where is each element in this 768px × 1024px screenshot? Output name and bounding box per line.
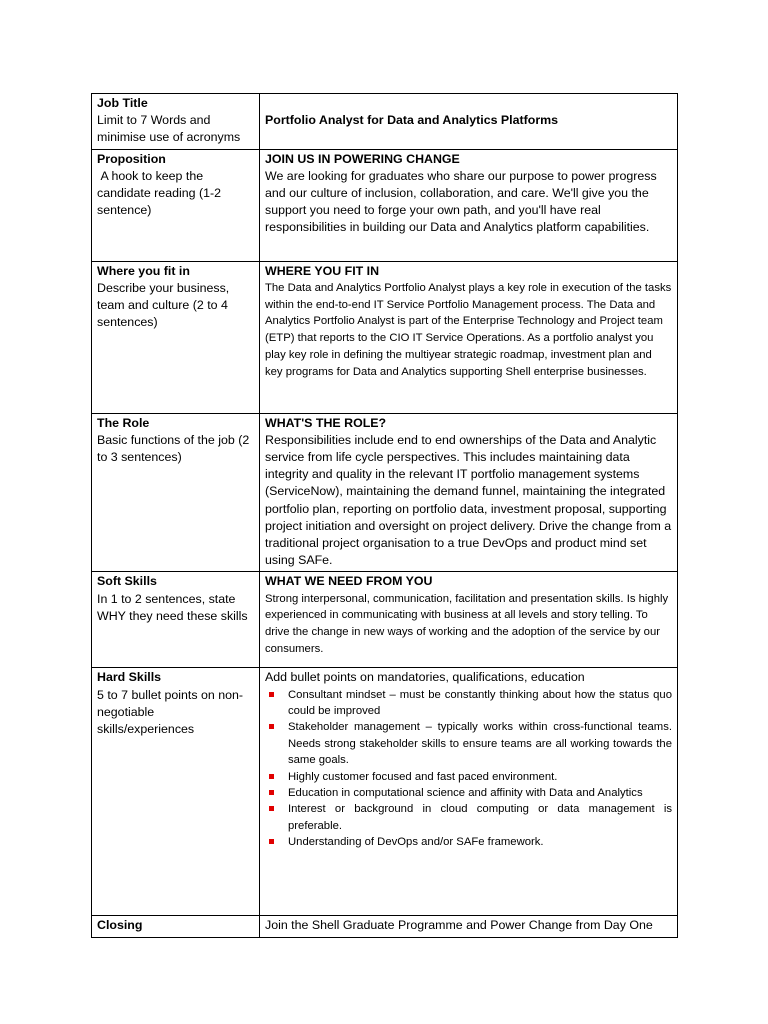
row-soft-skills <box>92 572 678 668</box>
row-the-role <box>92 413 678 572</box>
soft-skills-guide-cell <box>92 572 260 668</box>
hard-skill-text: Interest or background in cloud computing or data management is preferable. <box>288 803 672 832</box>
hard-skills-intro: Add bullet points on mandatories, qualifications, education <box>265 670 585 685</box>
row-where-you-fit <box>92 261 678 413</box>
proposition-content-cell <box>260 149 678 261</box>
bullet-square-icon <box>269 839 274 844</box>
hard-skill-text: Understanding of DevOps and/or SAFe framework. <box>288 836 544 849</box>
hard-skill-text: Highly customer focused and fast paced environment. <box>288 770 558 783</box>
proposition-heading: JOIN US IN POWERING CHANGE <box>265 151 460 166</box>
hard-skills-content-cell <box>260 668 678 916</box>
the-role-body: Responsibilities include end to end ownerships of the Data and Analytic service from life cycle perspectives. This includes maintaining data integrity and quality in the relevant IT portfolio management systems (ServiceNow), maintaining the demand funnel, maintaining the integrated portfolio plan, reporting on portfolio data, investment proposal, supporting project initiation and oversight on project delivery. Drive the change from a traditional project organisation to a true DevOps and product mind set using SAFe. <box>265 432 672 568</box>
closing-label: Closing <box>97 918 143 933</box>
hard-skills-guide-cell <box>92 668 260 916</box>
hard-skill-text: Consultant mindset – must be constantly thinking about how the status quo could be improved <box>288 688 672 718</box>
row-hard-skills <box>92 668 678 916</box>
bullet-square-icon <box>269 724 274 729</box>
job-title-label: Job Title <box>97 96 148 110</box>
hard-skills-description: 5 to 7 bullet points on non-negotiable skills/experiences <box>97 687 244 737</box>
row-job-title <box>92 94 678 150</box>
list-item <box>265 801 672 834</box>
hard-skill-text: Stakeholder management – typically works within cross-functional teams. Needs strong stakeholder skills to ensure teams are all working towards the same goals. <box>288 721 672 767</box>
soft-skills-body: Strong interpersonal, communication, facilitation and presentation skills. Is highly experienced in communicating with business at all levels and story telling. To drive the change in new ways of working and the adoption of the service by our consumers. <box>265 592 669 656</box>
the-role-description: Basic functions of the job (2 to 3 sentences) <box>97 432 250 465</box>
where-you-fit-description: Describe your business, team and culture (2 to 4 sentences) <box>97 280 230 330</box>
proposition-guide-cell <box>92 149 260 261</box>
the-role-content-cell <box>260 413 678 572</box>
proposition-description: A hook to keep the candidate reading (1-2 sentence) <box>97 168 225 218</box>
closing-guide-cell <box>92 916 260 937</box>
the-role-label: The Role <box>97 415 150 430</box>
bullet-square-icon <box>269 806 274 811</box>
hard-skills-list <box>265 687 672 851</box>
bullet-square-icon <box>269 692 274 697</box>
hard-skill-text: Education in computational science and affinity with Data and Analytics <box>288 787 643 800</box>
job-title-value: Portfolio Analyst for Data and Analytics Platforms <box>260 94 678 150</box>
the-role-guide-cell <box>92 413 260 572</box>
job-title-guide-cell <box>92 94 260 150</box>
job-title-description: Limit to 7 Words and minimise use of acronyms <box>97 113 241 145</box>
row-proposition <box>92 149 678 261</box>
hard-skills-label: Hard Skills <box>97 670 162 685</box>
list-item <box>265 687 672 720</box>
where-you-fit-content-cell <box>260 261 678 413</box>
the-role-heading: WHAT'S THE ROLE? <box>265 415 387 430</box>
where-you-fit-heading: WHERE YOU FIT IN <box>265 263 380 278</box>
job-description-table <box>91 93 678 938</box>
proposition-label: Proposition <box>97 151 166 166</box>
bullet-square-icon <box>269 774 274 779</box>
list-item <box>265 785 672 801</box>
soft-skills-description: In 1 to 2 sentences, state WHY they need these skills <box>97 591 248 623</box>
list-item <box>265 719 672 768</box>
soft-skills-heading: WHAT WE NEED FROM YOU <box>265 574 433 589</box>
list-item <box>265 834 672 850</box>
proposition-body: We are looking for graduates who share our purpose to power progress and our culture of inclusion, collaboration, and care. We'll give you the support you need to forge your own path, and you'll have real responsibilities in building our Data and Analytics platform capabilities. <box>265 168 657 235</box>
bullet-square-icon <box>269 790 274 795</box>
where-you-fit-label: Where you fit in <box>97 263 190 278</box>
where-you-fit-guide-cell <box>92 261 260 413</box>
closing-value: Join the Shell Graduate Programme and Power Change from Day One <box>260 916 678 937</box>
where-you-fit-body: The Data and Analytics Portfolio Analyst plays a key role in execution of the tasks within the end-to-end IT Service Portfolio Management process. The Data and Analytics Portfolio Analyst is part of the Enterprise Technology and Project team (ETP) that reports to the CIO IT Service Operations. As a portfolio analyst you play key role in defining the multiyear strategic roadmap, investment plan and key programs for Data and Analytics supporting Shell enterprise businesses. <box>265 281 672 378</box>
list-item <box>265 769 672 785</box>
row-closing <box>92 916 678 937</box>
soft-skills-label: Soft Skills <box>97 574 157 589</box>
soft-skills-content-cell <box>260 572 678 668</box>
